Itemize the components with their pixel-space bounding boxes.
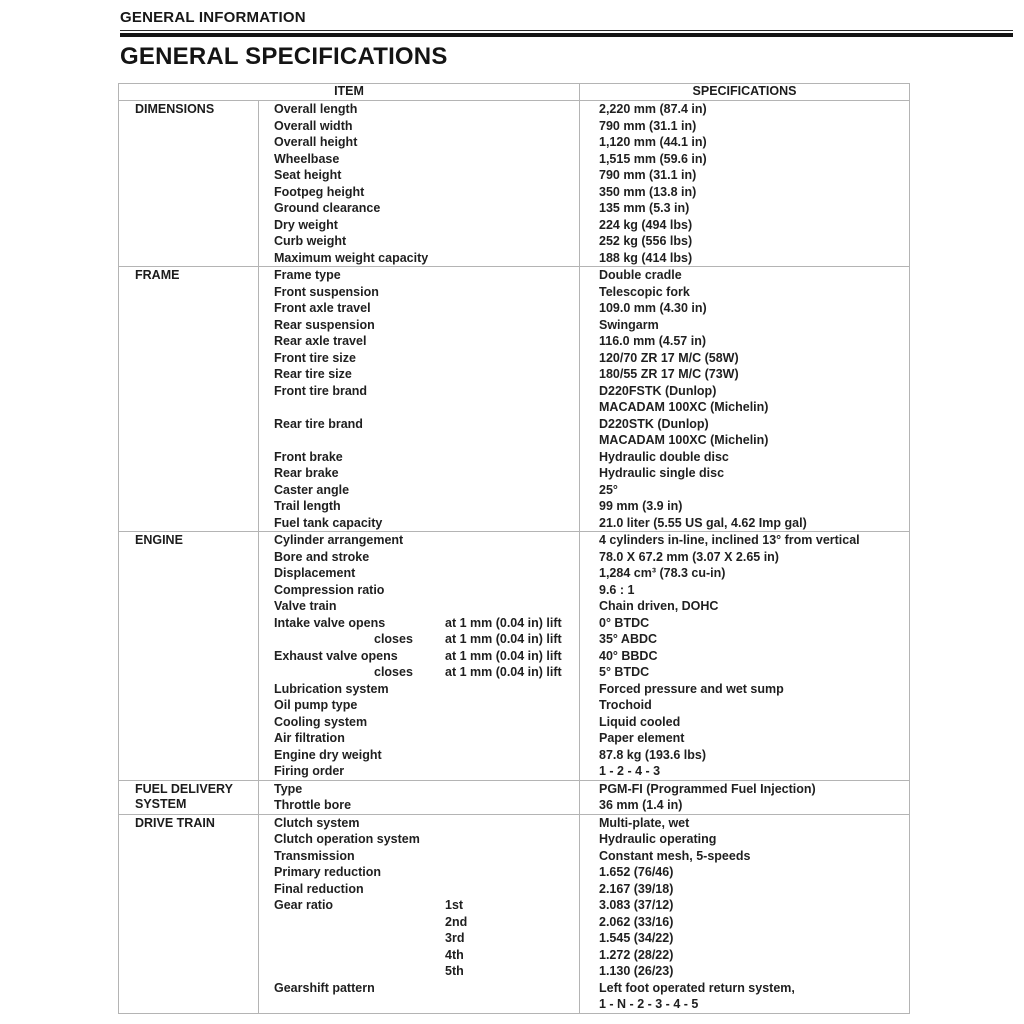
item-label: Cooling system	[274, 714, 368, 729]
item-label: Throttle bore	[274, 798, 352, 812]
item-cell	[259, 930, 580, 947]
item-cell	[259, 797, 580, 814]
spec-value: 109.0 mm (4.30 in)	[599, 301, 707, 315]
table-row	[259, 864, 909, 881]
item-label: Ground clearance	[274, 201, 381, 215]
column-header-specifications: SPECIFICATIONS	[692, 84, 797, 98]
table-row	[259, 681, 909, 698]
item-label: Lubrication system	[274, 681, 389, 696]
table-row	[259, 134, 909, 151]
table-body	[119, 101, 909, 1013]
item-label: Type	[274, 781, 303, 796]
spec-value: 5° BTDC	[599, 665, 650, 679]
item-cell	[259, 831, 580, 848]
table-row	[259, 350, 909, 367]
item-label: Front brake	[274, 449, 343, 464]
item-cell	[259, 582, 580, 599]
item-cell	[259, 366, 580, 383]
spec-value: 1.130 (26/23)	[599, 964, 674, 978]
table-row	[259, 747, 909, 764]
table-row	[259, 416, 909, 433]
item-cell	[259, 167, 580, 184]
item-cell	[259, 300, 580, 317]
spec-value: 25°	[599, 482, 618, 497]
spec-value: 350 mm (13.8 in)	[599, 184, 697, 199]
section-label: FUEL DELIVERY SYSTEM	[119, 781, 259, 814]
item-label: Rear brake	[274, 466, 339, 480]
item-cell	[259, 250, 580, 267]
item-label: Displacement	[274, 566, 356, 580]
table-row	[259, 881, 909, 898]
item-label: Bore and stroke	[274, 549, 370, 564]
table-row	[259, 831, 909, 848]
table-row	[259, 631, 909, 648]
section-rows	[259, 267, 909, 531]
item-cell	[259, 432, 580, 449]
spec-section-dimensions	[119, 101, 909, 267]
section-label: DRIVE TRAIN	[119, 815, 259, 1013]
spec-value: 35° ABDC	[599, 632, 658, 646]
section-label: DIMENSIONS	[119, 101, 259, 266]
spec-value: Liquid cooled	[599, 714, 681, 729]
item-cell	[259, 184, 580, 201]
item-label: Caster angle	[274, 482, 350, 497]
spec-value: 224 kg (494 lbs)	[599, 217, 693, 232]
item-cell	[259, 217, 580, 234]
item-label: Primary reduction	[274, 865, 381, 879]
table-row	[259, 233, 909, 250]
spec-value: D220STK (Dunlop)	[599, 416, 709, 431]
table-row	[259, 848, 909, 865]
specifications-table	[118, 83, 910, 1014]
table-row	[259, 947, 909, 964]
table-row	[259, 781, 909, 798]
table-row	[259, 101, 909, 118]
spec-value: PGM-FI (Programmed Fuel Injection)	[599, 781, 816, 796]
item-label: Wheelbase	[274, 151, 340, 166]
item-cell	[259, 864, 580, 881]
item-label: Overall width	[274, 118, 353, 133]
item-label: Fuel tank capacity	[274, 515, 383, 530]
item-cell	[259, 664, 580, 681]
spec-value: Hydraulic operating	[599, 832, 717, 846]
item-cell	[259, 151, 580, 168]
item-cell	[259, 815, 580, 832]
spec-value: 1.272 (28/22)	[599, 947, 674, 962]
table-row	[259, 664, 909, 681]
spec-value: 9.6 : 1	[599, 582, 635, 597]
item-subcolumn-label: 4th	[445, 947, 464, 962]
item-cell	[259, 134, 580, 151]
table-row	[259, 167, 909, 184]
item-cell	[259, 681, 580, 698]
item-cell	[259, 963, 580, 980]
item-cell	[259, 980, 580, 997]
item-label: Trail length	[274, 499, 341, 513]
spec-value: 252 kg (556 lbs)	[599, 234, 693, 248]
table-row	[259, 366, 909, 383]
table-row	[259, 815, 909, 832]
item-cell	[259, 881, 580, 898]
item-cell	[259, 350, 580, 367]
item-cell	[259, 383, 580, 400]
spec-value: Telescopic fork	[599, 284, 690, 299]
table-row	[259, 598, 909, 615]
spec-value: Left foot operated return system,	[599, 980, 795, 995]
table-row	[259, 151, 909, 168]
item-subcolumn-label: at 1 mm (0.04 in) lift	[445, 615, 562, 630]
item-label: Transmission	[274, 848, 355, 863]
table-row	[259, 930, 909, 947]
item-label: Footpeg height	[274, 184, 365, 199]
item-subcolumn-label: 2nd	[445, 914, 468, 929]
table-row	[259, 200, 909, 217]
item-label: Gear ratio	[274, 898, 334, 912]
spec-value: 1,515 mm (59.6 in)	[599, 151, 707, 166]
item-cell	[259, 416, 580, 433]
item-label: Rear tire size	[274, 367, 352, 381]
item-label: Clutch operation system	[274, 832, 420, 846]
table-row	[259, 184, 909, 201]
item-cell	[259, 897, 580, 914]
column-header-item: ITEM	[119, 84, 580, 100]
table-row	[259, 284, 909, 301]
table-row	[259, 714, 909, 731]
item-label: Frame type	[274, 268, 341, 282]
item-cell	[259, 532, 580, 549]
item-cell	[259, 449, 580, 466]
table-row	[259, 697, 909, 714]
spec-value: 1,120 mm (44.1 in)	[599, 135, 707, 149]
spec-value: 36 mm (1.4 in)	[599, 798, 683, 812]
table-row	[259, 582, 909, 599]
item-label: Seat height	[274, 168, 342, 182]
item-cell	[259, 747, 580, 764]
item-label: Front axle travel	[274, 301, 371, 315]
spec-value: 135 mm (5.3 in)	[599, 201, 690, 215]
spec-value: Chain driven, DOHC	[599, 599, 719, 613]
spec-value: 87.8 kg (193.6 lbs)	[599, 747, 707, 762]
section-rows	[259, 815, 909, 1013]
table-row	[259, 399, 909, 416]
item-cell	[259, 549, 580, 566]
spec-value: 1 - 2 - 4 - 3	[599, 764, 661, 778]
item-label: Dry weight	[274, 217, 338, 232]
item-label: Compression ratio	[274, 582, 385, 597]
item-label: closes	[374, 632, 413, 646]
table-row	[259, 615, 909, 632]
item-label: Overall length	[274, 102, 358, 116]
table-row	[259, 498, 909, 515]
item-cell	[259, 648, 580, 665]
spec-value: 180/55 ZR 17 M/C (73W)	[599, 367, 739, 381]
spec-value: Swingarm	[599, 317, 659, 332]
table-row	[259, 897, 909, 914]
spec-value: MACADAM 100XC (Michelin)	[599, 400, 769, 414]
table-row	[259, 980, 909, 997]
spec-value: 790 mm (31.1 in)	[599, 118, 697, 133]
table-row	[259, 449, 909, 466]
table-row	[259, 333, 909, 350]
item-cell	[259, 615, 580, 632]
item-label: Front tire brand	[274, 383, 368, 398]
item-cell	[259, 515, 580, 532]
spec-value: 99 mm (3.9 in)	[599, 499, 683, 513]
item-label: Rear axle travel	[274, 334, 367, 348]
table-row	[259, 515, 909, 532]
item-cell	[259, 101, 580, 118]
table-row	[259, 549, 909, 566]
item-cell	[259, 317, 580, 334]
table-row	[259, 217, 909, 234]
item-label: Gearshift pattern	[274, 980, 375, 995]
table-row	[259, 565, 909, 582]
item-cell	[259, 200, 580, 217]
table-row	[259, 730, 909, 747]
spec-value: Hydraulic double disc	[599, 449, 729, 464]
item-label: Valve train	[274, 599, 337, 613]
page-title: GENERAL SPECIFICATIONS	[120, 43, 448, 70]
item-label: Engine dry weight	[274, 747, 382, 762]
item-label: Air filtration	[274, 731, 345, 745]
item-label: Oil pump type	[274, 698, 358, 712]
item-label: Firing order	[274, 764, 345, 778]
section-label: ENGINE	[119, 532, 259, 780]
table-row	[259, 797, 909, 814]
item-label: Rear tire brand	[274, 416, 363, 431]
table-row	[259, 482, 909, 499]
table-row	[259, 763, 909, 780]
table-row	[259, 267, 909, 284]
item-cell	[259, 399, 580, 416]
spec-value: 0° BTDC	[599, 615, 650, 630]
spec-value: 2.062 (33/16)	[599, 914, 674, 929]
item-label: Front suspension	[274, 284, 379, 299]
item-subcolumn-label: 5th	[445, 964, 464, 978]
table-row	[259, 465, 909, 482]
table-row	[259, 963, 909, 980]
spec-value: 116.0 mm (4.57 in)	[599, 334, 707, 348]
spec-value: 1,284 cm³ (78.3 cu-in)	[599, 566, 726, 580]
spec-value: 2,220 mm (87.4 in)	[599, 102, 707, 116]
spec-value: 790 mm (31.1 in)	[599, 168, 697, 182]
spec-value: Trochoid	[599, 698, 652, 712]
item-label: Curb weight	[274, 234, 347, 248]
item-cell	[259, 996, 580, 1013]
table-row	[259, 118, 909, 135]
item-cell	[259, 697, 580, 714]
table-row	[259, 383, 909, 400]
spec-value: D220FSTK (Dunlop)	[599, 383, 717, 398]
item-label: Exhaust valve opens	[274, 648, 398, 663]
item-cell	[259, 848, 580, 865]
item-cell	[259, 284, 580, 301]
item-label: Overall height	[274, 135, 358, 149]
spec-section-frame	[119, 267, 909, 532]
item-cell	[259, 914, 580, 931]
item-cell	[259, 730, 580, 747]
spec-section-engine	[119, 532, 909, 781]
breadcrumb: GENERAL INFORMATION	[120, 9, 306, 26]
table-header-row	[119, 84, 909, 101]
table-row	[259, 996, 909, 1013]
item-cell	[259, 781, 580, 798]
spec-value: 78.0 X 67.2 mm (3.07 X 2.65 in)	[599, 549, 779, 564]
item-label: Clutch system	[274, 815, 360, 830]
item-subcolumn-label: 3rd	[445, 931, 465, 945]
spec-value: Forced pressure and wet sump	[599, 681, 784, 696]
item-cell	[259, 947, 580, 964]
item-label: Front tire size	[274, 350, 356, 365]
spec-value: Constant mesh, 5-speeds	[599, 848, 751, 863]
spec-value: 2.167 (39/18)	[599, 881, 674, 896]
item-label: Cylinder arrangement	[274, 533, 404, 547]
section-rows	[259, 532, 909, 780]
item-cell	[259, 565, 580, 582]
section-label: FRAME	[119, 267, 259, 531]
item-cell	[259, 118, 580, 135]
spec-value: 4 cylinders in-line, inclined 13° from vertical	[599, 533, 860, 547]
item-label: Maximum weight capacity	[274, 250, 429, 265]
spec-value: 3.083 (37/12)	[599, 898, 674, 912]
spec-value: Multi-plate, wet	[599, 815, 690, 830]
section-rows	[259, 781, 909, 814]
spec-value: 188 kg (414 lbs)	[599, 250, 693, 265]
spec-value: 40° BBDC	[599, 648, 658, 663]
item-subcolumn-label: at 1 mm (0.04 in) lift	[445, 632, 562, 646]
item-cell	[259, 482, 580, 499]
table-row	[259, 532, 909, 549]
item-label: closes	[374, 665, 413, 679]
item-label: Final reduction	[274, 881, 364, 896]
item-cell	[259, 267, 580, 284]
spec-value: Hydraulic single disc	[599, 466, 725, 480]
table-row	[259, 914, 909, 931]
item-label: Intake valve opens	[274, 615, 386, 630]
spec-value: 1 - N - 2 - 3 - 4 - 5	[599, 997, 699, 1011]
spec-value: 120/70 ZR 17 M/C (58W)	[599, 350, 739, 365]
item-cell	[259, 714, 580, 731]
header-rule	[120, 30, 1013, 37]
spec-value: 1.545 (34/22)	[599, 931, 674, 945]
item-cell	[259, 763, 580, 780]
item-cell	[259, 233, 580, 250]
item-cell	[259, 598, 580, 615]
spec-value: Double cradle	[599, 268, 682, 282]
item-subcolumn-label: 1st	[445, 898, 464, 912]
item-label: Rear suspension	[274, 317, 375, 332]
table-row	[259, 300, 909, 317]
item-cell	[259, 465, 580, 482]
table-row	[259, 317, 909, 334]
table-row	[259, 432, 909, 449]
item-cell	[259, 498, 580, 515]
spec-section-fuel-delivery-system	[119, 781, 909, 815]
item-subcolumn-label: at 1 mm (0.04 in) lift	[445, 665, 562, 679]
spec-value: 21.0 liter (5.55 US gal, 4.62 Imp gal)	[599, 515, 807, 530]
spec-value: MACADAM 100XC (Michelin)	[599, 433, 769, 447]
spec-value: 1.652 (76/46)	[599, 865, 674, 879]
spec-value: Paper element	[599, 731, 685, 745]
table-row	[259, 250, 909, 267]
item-cell	[259, 631, 580, 648]
item-subcolumn-label: at 1 mm (0.04 in) lift	[445, 648, 562, 663]
spec-section-drive-train	[119, 815, 909, 1013]
table-row	[259, 648, 909, 665]
item-cell	[259, 333, 580, 350]
section-rows	[259, 101, 909, 266]
